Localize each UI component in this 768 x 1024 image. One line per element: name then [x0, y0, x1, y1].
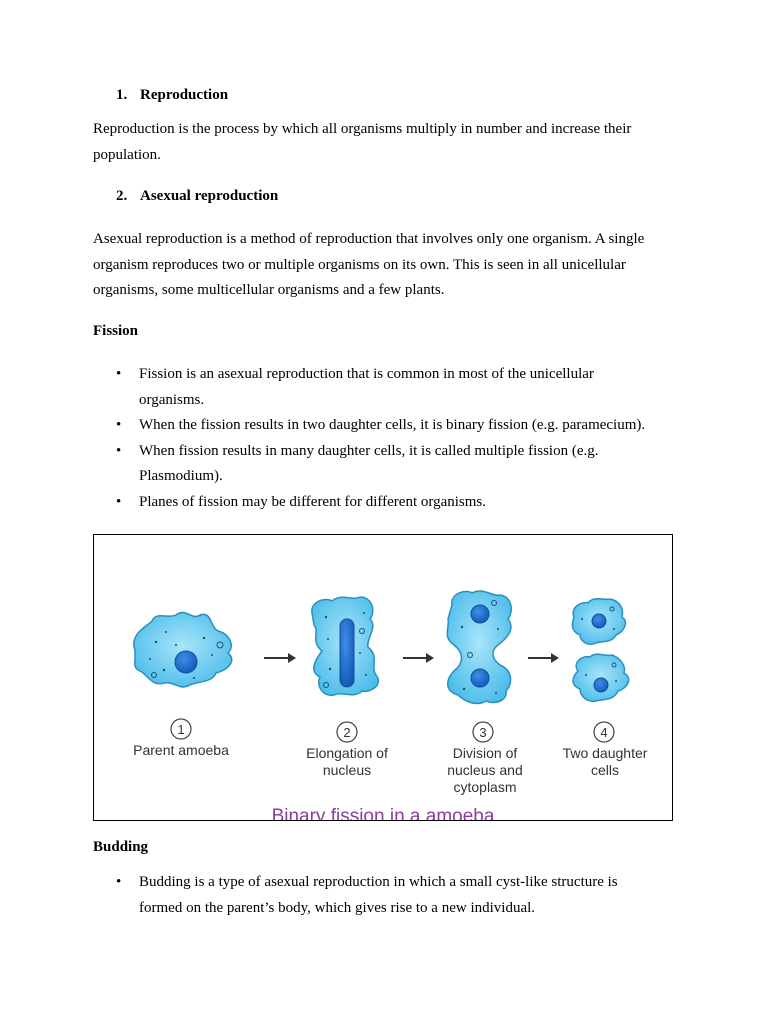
bullet-icon: •: [116, 442, 122, 459]
step-4-marker: [594, 722, 614, 742]
step-label: nucleus and: [447, 762, 523, 778]
heading-number: 1.: [116, 87, 128, 103]
step-label: Elongation of: [306, 745, 388, 761]
list-item: [93, 490, 673, 516]
list-item-text: When fission results in many daughter cells, it is called multiple fission (e.g. Plasmodium).: [139, 442, 599, 484]
daughter-cells: [572, 599, 628, 702]
list-item-text: Planes of fission may be different for different organisms.: [139, 493, 487, 510]
step-number: 2: [343, 725, 351, 740]
division-cell: [447, 591, 511, 703]
heading-number: 2.: [116, 188, 128, 204]
bullet-icon: •: [116, 417, 122, 433]
heading-title: Reproduction: [140, 87, 229, 103]
step-label: Two daughter: [562, 745, 648, 761]
list-item: [93, 439, 673, 490]
bullet-icon: •: [116, 874, 122, 890]
step-3-marker: [473, 722, 493, 742]
paragraph-asexual-reproduction: Asexual reproduction is a method of reproduction that involves only one organism. A single organism reproduces two or multiple organisms on its own. This is seen in all unicellular organisms, some multicellular organisms and a few plants.: [93, 231, 645, 298]
step-label: Division of: [452, 745, 518, 761]
step-1-marker: [171, 719, 191, 739]
binary-fission-figure: [93, 534, 673, 821]
arrow-icon: [264, 653, 296, 663]
step-number: 3: [479, 725, 487, 740]
list-item-text: Budding is a type of asexual reproduction in which a small cyst-like structure is formed on the parent’s body, which gives rise to a new individual.: [139, 874, 618, 916]
parent-amoeba-cell: [134, 612, 232, 686]
binary-fission-diagram: [94, 535, 672, 820]
list-item-text: When the fission results in two daughter cells, it is binary fission (e.g. paramecium).: [139, 417, 646, 433]
bullet-icon: •: [116, 366, 122, 382]
paragraph-reproduction: Reproduction is the process by which all organisms multiply in number and increase their population.: [93, 121, 632, 163]
step-label: cytoplasm: [453, 779, 517, 795]
figure-caption: Binary fission in a amoeba: [271, 806, 495, 820]
subheading-budding: Budding: [93, 839, 149, 855]
list-item: [93, 362, 673, 413]
arrow-icon: [528, 653, 559, 663]
heading-title: Asexual reproduction: [140, 188, 279, 204]
bullet-icon: •: [116, 493, 122, 510]
heading-asexual-reproduction: [116, 188, 416, 208]
step-number: 1: [177, 722, 185, 737]
heading-reproduction: [116, 87, 416, 107]
budding-bullet-list: [93, 870, 653, 921]
step-number: 4: [600, 725, 608, 740]
list-item: [93, 870, 653, 921]
subheading-fission: Fission: [93, 323, 139, 339]
elongation-cell: [312, 597, 379, 695]
step-label: cells: [590, 762, 620, 778]
step-2-marker: [337, 722, 357, 742]
list-item: [93, 413, 673, 439]
step-label: Parent amoeba: [133, 742, 229, 758]
list-item-text: Fission is an asexual reproduction that is common in most of the unicellular organisms.: [139, 366, 594, 408]
step-label: nucleus: [322, 762, 372, 778]
fission-bullet-list: [93, 362, 673, 515]
arrow-icon: [403, 653, 434, 663]
